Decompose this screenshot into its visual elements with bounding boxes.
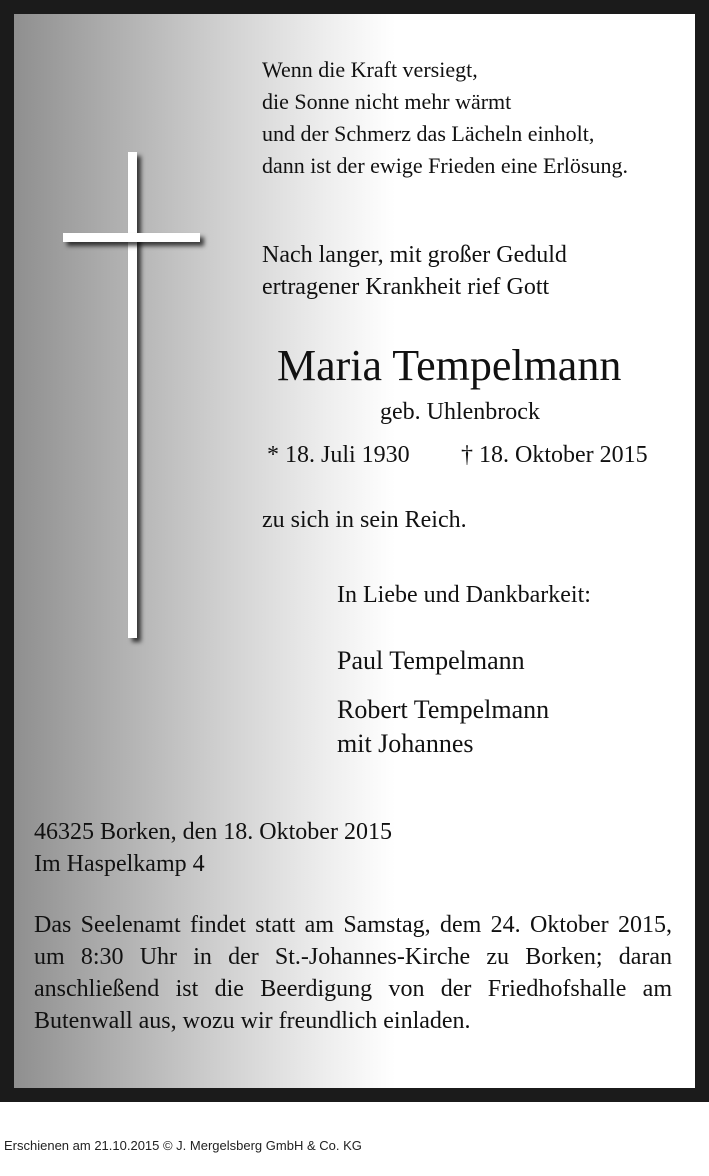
birth-name: geb. Uhlenbrock (380, 399, 540, 425)
mourner-name: Robert Tempelmann (337, 695, 550, 724)
mourner-name: Paul Tempelmann (337, 646, 525, 675)
publication-credit: Erschienen am 21.10.2015 © J. Mergelsberg GmbH & Co. KG (4, 1138, 362, 1153)
poem-line: die Sonne nicht mehr wärmt (262, 89, 512, 114)
intro-line: ertragener Krankheit rief Gott (262, 274, 550, 300)
intro-text (262, 239, 567, 303)
cross-vertical-bar (128, 152, 137, 638)
poem (262, 54, 628, 182)
deceased-name: Maria Tempelmann (277, 341, 622, 390)
funeral-service-info: Das Seelenamt findet statt am Samstag, dem 24. Oktober 2015, um 8:30 Uhr in der St.-Johannes-Kirche zu Borken; daran anschließend ist die Beerdigung von der Friedhofshalle am Butenwall aus, wozu wir freundlich einladen. (34, 912, 672, 1034)
place-and-date: 46325 Borken, den 18. Oktober 2015 (34, 819, 392, 845)
thanks-line: In Liebe und Dankbarkeit: (337, 582, 591, 608)
mourner-name: mit Johannes (337, 729, 474, 758)
cross-horizontal-bar (63, 233, 200, 242)
closing-line: zu sich in sein Reich. (262, 507, 467, 533)
poem-line: Wenn die Kraft versiegt, (262, 57, 478, 82)
birth-date: * 18. Juli 1930 (267, 442, 410, 468)
death-date: † 18. Oktober 2015 (461, 442, 648, 468)
poem-line: dann ist der ewige Frieden eine Erlösung. (262, 153, 628, 178)
intro-line: Nach langer, mit großer Geduld (262, 242, 567, 268)
address: Im Haspelkamp 4 (34, 851, 205, 877)
poem-line: und der Schmerz das Lächeln einholt, (262, 121, 595, 146)
obituary-panel (14, 14, 695, 1088)
